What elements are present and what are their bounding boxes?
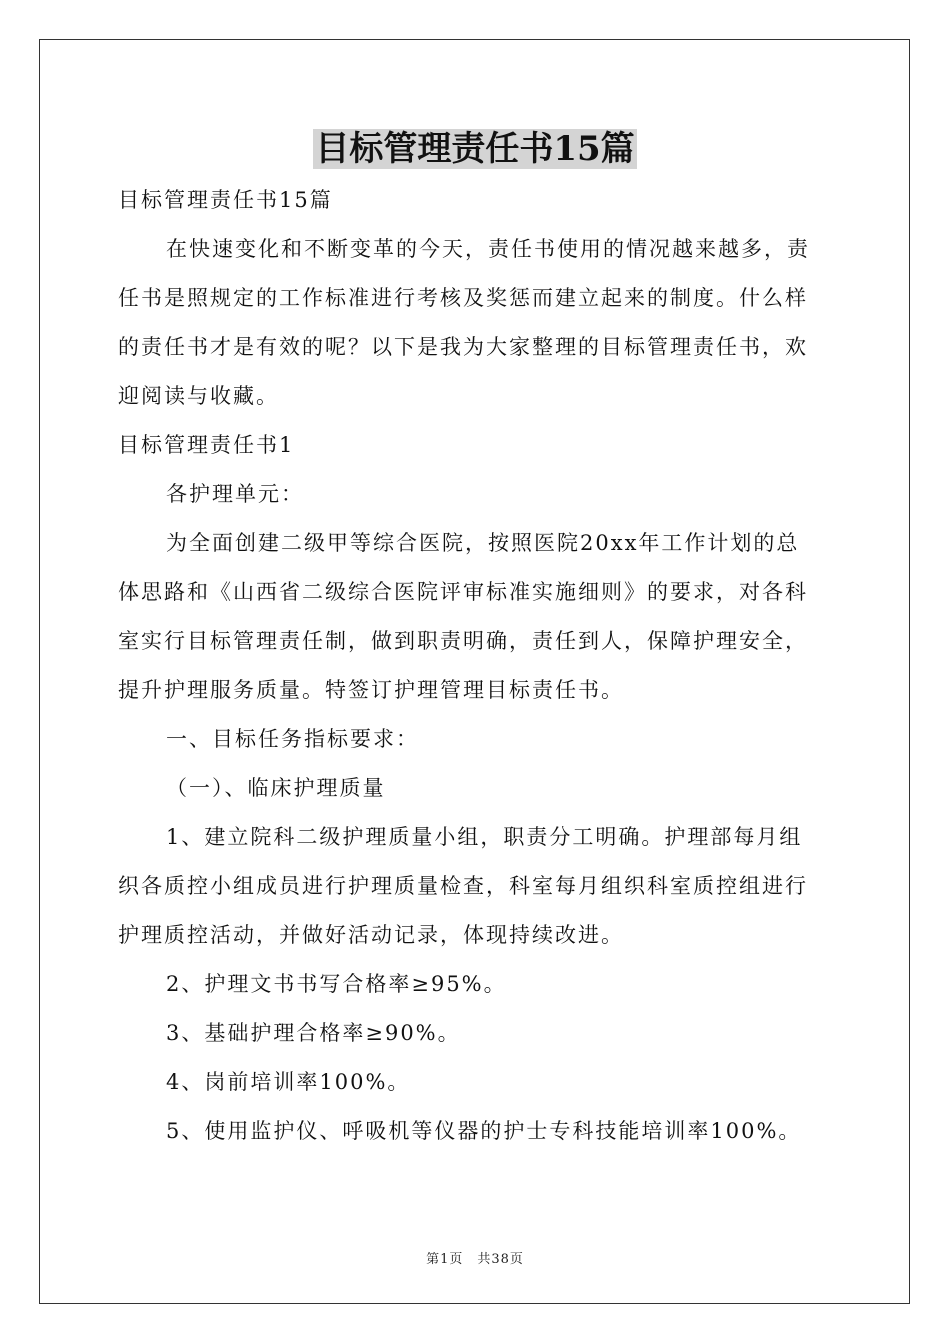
intro-line-2: 任书是照规定的工作标准进行考核及奖惩而建立起来的制度。什么样 xyxy=(118,286,808,310)
salutation-line: 各护理单元： xyxy=(166,482,304,506)
item-1-line-1: 1、建立院科二级护理质量小组，职责分工明确。护理部每月组 xyxy=(166,825,803,849)
section-heading: 目标管理责任书1 xyxy=(118,433,295,457)
subpart-heading: （一）、临床护理质量 xyxy=(166,776,386,800)
document-body xyxy=(118,176,838,1156)
purpose-line-1: 为全面创建二级甲等综合医院，按照医院20xx年工作计划的总 xyxy=(166,531,800,555)
item-2: 2、护理文书书写合格率≥95%。 xyxy=(166,972,507,996)
intro-line-4: 迎阅读与收藏。 xyxy=(118,384,279,408)
document-title-text: 目标管理责任书15篇 xyxy=(315,129,635,169)
item-4: 4、岗前培训率100%。 xyxy=(166,1070,411,1094)
intro-line-3: 的责任书才是有效的呢？以下是我为大家整理的目标管理责任书，欢 xyxy=(118,335,808,359)
item-3: 3、基础护理合格率≥90%。 xyxy=(166,1021,461,1045)
part-heading: 一、目标任务指标要求： xyxy=(166,727,419,751)
item-1-line-2: 织各质控小组成员进行护理质量检查，科室每月组织科室质控组进行 xyxy=(118,874,808,898)
item-1-line-3: 护理质控活动，并做好活动记录，体现持续改进。 xyxy=(118,923,624,947)
purpose-line-3: 室实行目标管理责任制，做到职责明确，责任到人，保障护理安全， xyxy=(118,629,808,653)
document-title xyxy=(0,124,950,174)
purpose-line-2: 体思路和《山西省二级综合医院评审标准实施细则》的要求，对各科 xyxy=(118,580,808,604)
subtitle-line: 目标管理责任书15篇 xyxy=(118,188,333,212)
item-5: 5、使用监护仪、呼吸机等仪器的护士专科技能培训率100%。 xyxy=(166,1119,802,1143)
purpose-line-4: 提升护理服务质量。特签订护理管理目标责任书。 xyxy=(118,678,624,702)
intro-line-1: 在快速变化和不断变革的今天，责任书使用的情况越来越多，责 xyxy=(166,237,810,261)
page-footer: 第1页 共38页 xyxy=(426,1252,524,1267)
